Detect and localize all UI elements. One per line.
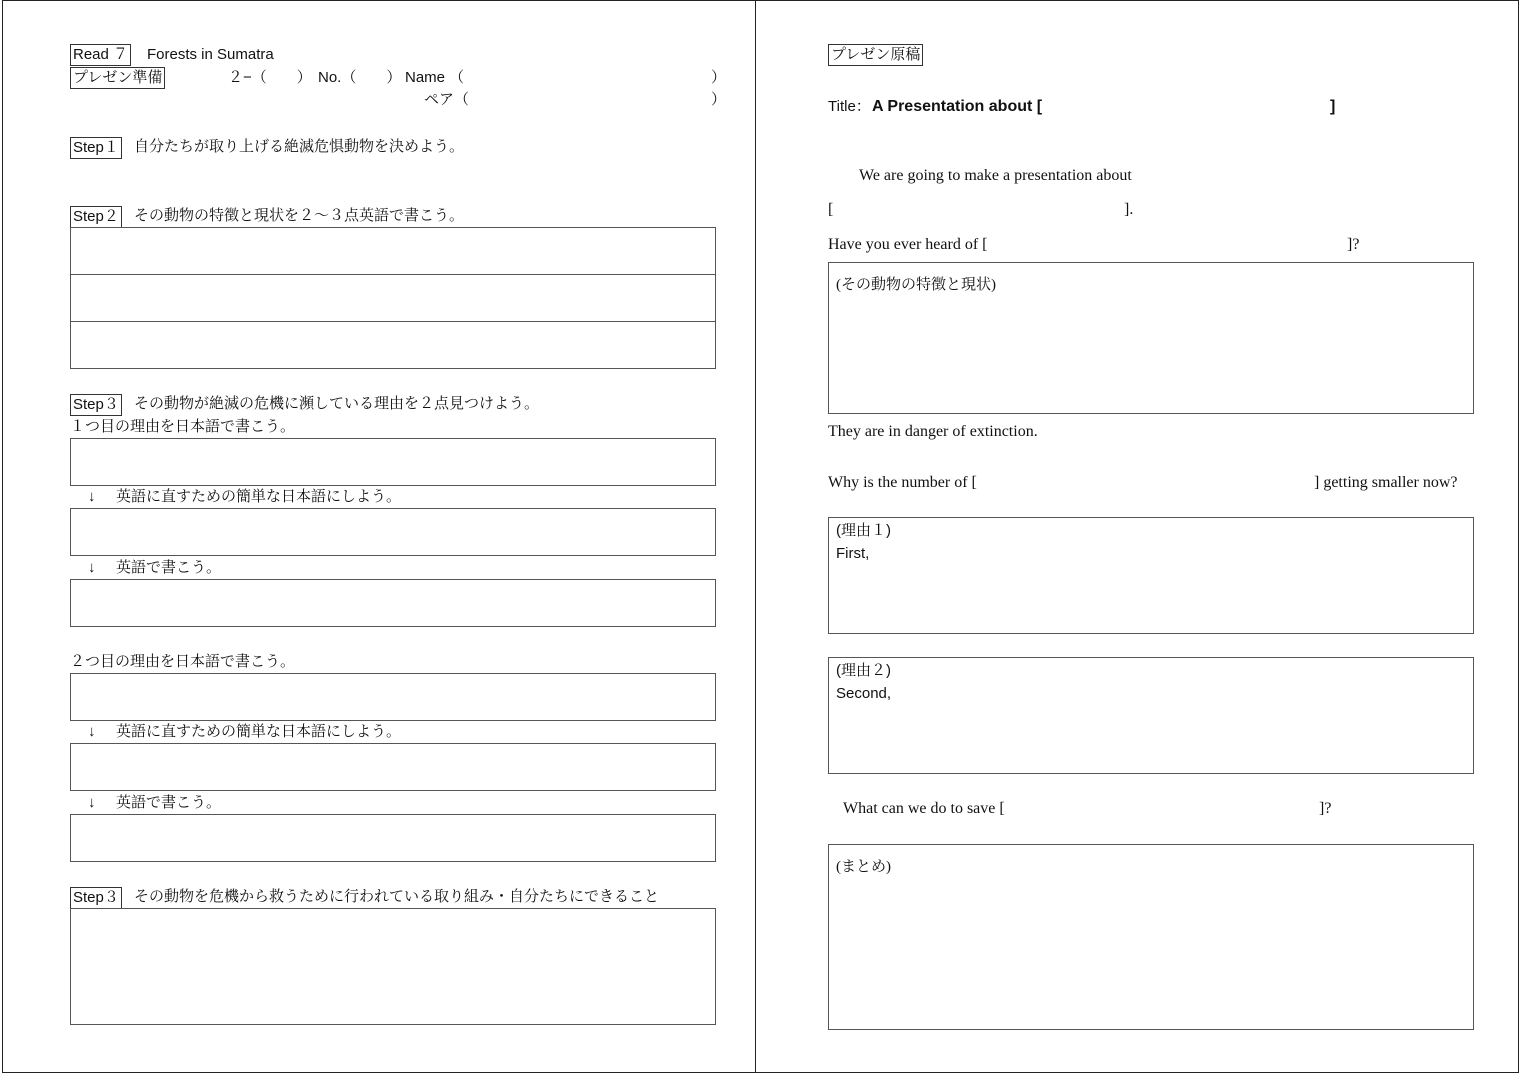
step4-tag: Step３ (70, 887, 122, 909)
title-bold: A Presentation about [ (872, 98, 1043, 115)
page-divider (755, 0, 756, 1073)
number-label: No.（ ） (318, 69, 402, 86)
heard-line: Have you ever heard of [ (828, 236, 988, 253)
title-prefix: Title： (828, 98, 871, 115)
prep-tag: プレゼン準備 (70, 67, 165, 89)
topic-bracket-open: [ (828, 201, 834, 218)
why-close: ] getting smaller now? (1314, 474, 1458, 491)
pair-close: ） (711, 91, 727, 108)
features-box (828, 262, 1474, 414)
step2-text: その動物の特徴と現状を２〜３点英語で書こう。 (134, 207, 465, 224)
summary-box (828, 844, 1474, 1030)
step4-text: その動物を危機から救うために行われている取り組み・自分たちにできること (134, 888, 660, 905)
class-label: ２−（ ） (228, 69, 312, 86)
reason2-instruction: ２つ目の理由を日本語で書こう。 (70, 653, 296, 670)
topic-bracket-close: ]. (1124, 201, 1134, 218)
reason2-script-box (828, 657, 1474, 774)
step1-tag: Step１ (70, 137, 122, 159)
simplify-instruction: 英語に直すための簡単な日本語にしよう。 (116, 488, 402, 505)
script-tag: プレゼン原稿 (828, 44, 923, 66)
simplify-instruction: 英語に直すための簡単な日本語にしよう。 (116, 723, 402, 740)
arrow-down-icon: ↓ (88, 794, 96, 811)
reason1-english-box (70, 579, 716, 627)
summary-label: (まとめ) (836, 859, 891, 875)
why-line: Why is the number of [ (828, 474, 977, 491)
reason2-english-box (70, 814, 716, 862)
step1-text: 自分たちが取り上げる絶滅危惧動物を決めよう。 (134, 138, 465, 155)
title-close: ] (1330, 98, 1336, 115)
arrow-down-icon: ↓ (88, 723, 96, 740)
english-instruction: 英語で書こう。 (116, 559, 222, 576)
step3-text: その動物が絶滅の危機に瀕している理由を２点見つけよう。 (134, 395, 540, 412)
english-instruction: 英語で書こう。 (116, 794, 222, 811)
step3-tag: Step３ (70, 394, 122, 416)
reason1-instruction: １つ目の理由を日本語で書こう。 (70, 418, 296, 435)
save-line: What can we do to save [ (843, 800, 1005, 817)
name-label: Name （ (405, 69, 465, 86)
danger-line: They are in danger of extinction. (828, 423, 1038, 440)
step2-tag: Step２ (70, 206, 122, 228)
reason1-script-box (828, 517, 1474, 634)
pair-label: ペア（ (424, 91, 470, 108)
arrow-down-icon: ↓ (88, 488, 96, 505)
step2-answer-grid (70, 227, 716, 369)
actions-answer-box (70, 908, 716, 1025)
reason1-start: First, (836, 545, 870, 562)
arrow-down-icon: ↓ (88, 559, 96, 576)
reason1-label: (理由１) (836, 522, 891, 539)
features-label: (その動物の特徴と現状) (836, 277, 996, 293)
grid-row-divider (71, 274, 715, 275)
reason2-start: Second, (836, 685, 892, 702)
reason1-japanese-box (70, 438, 716, 486)
intro-line: We are going to make a presentation about (859, 167, 1132, 184)
read-tag: Read ７ (70, 44, 131, 66)
reason2-japanese-box (70, 673, 716, 721)
reason2-simple-japanese-box (70, 743, 716, 791)
read-title: Forests in Sumatra (147, 46, 274, 63)
reason2-label: (理由２) (836, 662, 891, 679)
name-close: ） (711, 69, 727, 86)
grid-row-divider (71, 321, 715, 322)
reason1-simple-japanese-box (70, 508, 716, 556)
save-close: ]? (1319, 800, 1332, 817)
heard-close: ]? (1347, 236, 1360, 253)
